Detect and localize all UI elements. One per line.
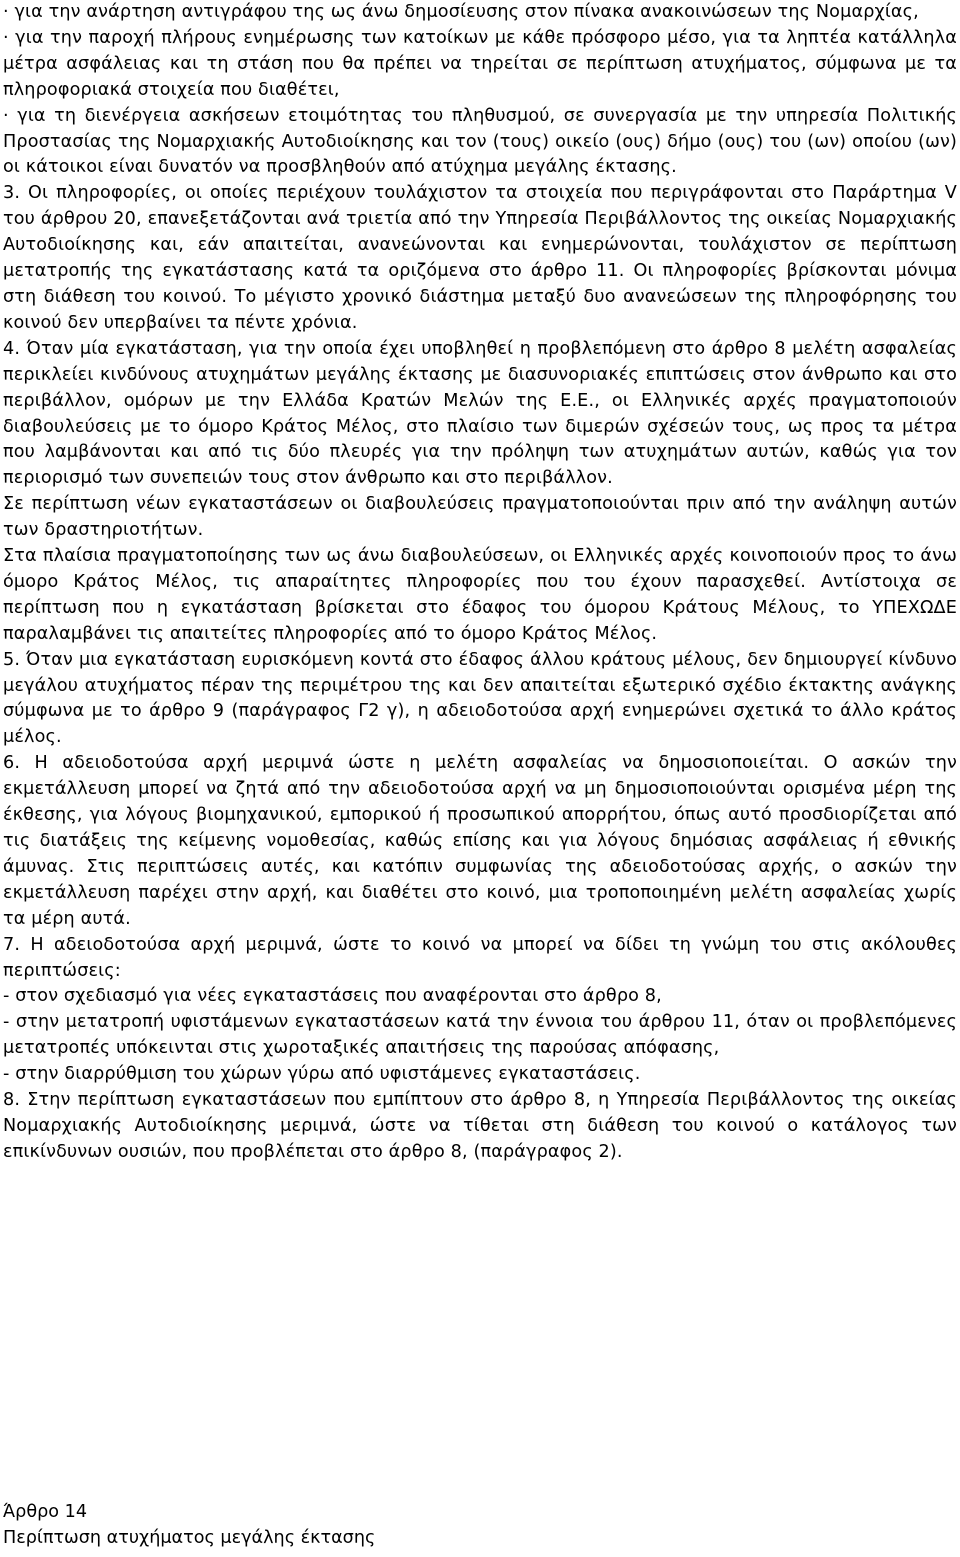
bullet-paragraph: · για τη διενέργεια ασκήσεων ετοιμότητας του πληθυσμού, σε συνεργασία με την υπηρεσία Πολιτικής Προστασίας της Νομαρχιακής Αυτοδιοίκησης και τον (τους) οικείο (ους) δήμο (ους) του (ων) οποίου (ων) οι κάτοικοι είναι δυνατόν να προσβληθούν από ατύχημα μεγάλης έκτασης.	[3, 105, 957, 178]
bullet-paragraph: · για την ανάρτηση αντιγράφου της ως άνω δημοσίευσης στον πίνακα ανακοινώσεων της Νομαρχίας,	[3, 2, 919, 22]
numbered-paragraph-3: 3. Οι πληροφορίες, οι οποίες περιέχουν τουλάχιστον τα στοιχεία που περιγράφονται στο Παράρτημα V του άρθρου 20, επανεξετάζονται ανά τριετία από την Υπηρεσία Περιβάλλοντος της οικείας Νομαρχιακής Αυτοδιοίκησης και, εάν απαιτείται, ανανεώνονται και ενημερώνονται, τουλάχιστον σε περίπτωση μετατροπής της εγκατάστασης κατά τα οριζόμενα στο άρθρο 11. Οι πληροφορίες βρίσκονται μόνιμα στη διάθεση του κοινού. Το μέγιστο χρονικό διάστημα μεταξύ δυο ανανεώσεων της πληροφόρησης του κοινού δεν υπερβαίνει τα πέντε χρόνια.	[3, 183, 957, 333]
list-item: - στον σχεδιασμό για νέες εγκαταστάσεις που αναφέρονται στο άρθρο 8,	[3, 986, 662, 1007]
article-title: Περίπτωση ατυχήματος μεγάλης έκτασης	[3, 1527, 376, 1548]
list-item: - στην μετατροπή υφιστάμενων εγκαταστάσεων κατά την έννοια του άρθρου 11, όταν οι προβλεπόμενες μετατροπές υπόκεινται στις χωροταξικές απαιτήσεις της παρούσας απόφασης,	[3, 1012, 957, 1059]
numbered-paragraph-5: 5. Όταν μια εγκατάσταση ευρισκόμενη κοντά στο έδαφος άλλου κράτους μέλους, δεν δημιουργεί κίνδυνο μεγάλου ατυχήματος πέραν της περιμέτρου της και δεν απαιτείται εξωτερικό σχέδιο έκτακτης ανάγκης σύμφωνα με το άρθρο 9 (παράγραφος Γ2 γ), η αδειοδοτούσα αρχή ενημερώνει σχετικά το άλλο κράτος μέλος.	[3, 649, 957, 748]
bullet-paragraph: · για την παροχή πλήρους ενημέρωσης των κατοίκων με κάθε πρόσφορο μέσο, για τα ληπτέα κατάλληλα μέτρα ασφάλειας και τη στάση που θα πρέπει να τηρείται σε περίπτωση ατυχήματος, σύμφωνα με τα πληροφοριακά στοιχεία που διαθέτει,	[3, 27, 957, 100]
article-number: Άρθρο 14	[3, 1502, 88, 1522]
numbered-paragraph-6: 6. Η αδειοδοτούσα αρχή μεριμνά ώστε η μελέτη ασφαλείας να δημοσιοποιείται. Ο ασκών την εκμετάλλευση μπορεί να ζητά από την αδειοδοτούσα αρχή να μη δημοσιοποιούνται ορισμένα μέρη της έκθεσης, για λόγους βιομηχανικού, εμπορικού ή προσωπικού απορρήτου, όπως αυτό προσδιορίζεται από τις διατάξεις της κείμενης νομοθεσίας, καθώς επίσης και για λόγους δημόσιας ασφάλειας ή εθνικής άμυνας. Στις περιπτώσεις αυτές, και κατόπιν συμφωνίας της αδειοδοτούσας αρχής, ο ασκών την εκμετάλλευση παρέχει στην αρχή, και διαθέτει στο κοινό, μια τροποποιημένη μελέτη ασφαλείας χωρίς τα μέρη αυτά.	[3, 753, 957, 929]
article-heading	[3, 1500, 375, 1552]
paragraph: Στα πλαίσια πραγματοποίησης των ως άνω διαβουλεύσεων, οι Ελληνικές αρχές κοινοποιούν προς το άνω όμορο Κράτος Μέλος, τις απαραίτητες πληροφορίες που του έχουν παρασχεθεί. Αντίστοιχα σε περίπτωση που η εγκατάσταση βρίσκεται στο έδαφος του όμορου Κράτους Μέλους, το ΥΠΕΧΩΔΕ παραλαμβάνει τις απαιτείτες πληροφορίες από το όμορο Κράτος Μέλος.	[3, 546, 957, 644]
list-item: - στην διαρρύθμιση του χώρων γύρω από υφιστάμενες εγκαταστάσεις.	[3, 1064, 641, 1085]
paragraph: Σε περίπτωση νέων εγκαταστάσεων οι διαβουλεύσεις πραγματοποιούνται πριν από την ανάληψη αυτών των δραστηριοτήτων.	[3, 494, 957, 541]
numbered-paragraph-7: 7. Η αδειοδοτούσα αρχή μεριμνά, ώστε το κοινό να μπορεί να δίδει τη γνώμη του στις ακόλουθες περιπτώσεις:	[3, 934, 957, 981]
document-body	[3, 0, 957, 1166]
numbered-paragraph-8: 8. Στην περίπτωση εγκαταστάσεων που εμπίπτουν στο άρθρο 8, η Υπηρεσία Περιβάλλοντος της οικείας Νομαρχιακής Αυτοδιοίκησης μεριμνά, ώστε να τίθεται στη διάθεση του κοινού ο κατάλογος των επικίνδυνων ουσιών, που προβλέπεται στο άρθρο 8, (παράγραφος 2).	[3, 1090, 957, 1162]
numbered-paragraph-4: 4. Όταν μία εγκατάσταση, για την οποία έχει υποβληθεί η προβλεπόμενη στο άρθρο 8 μελέτη ασφαλείας περικλείει κινδύνους ατυχημάτων μεγάλης έκτασης με διασυνοριακές επιπτώσεις στον άνθρωπο και στο περιβάλλον, ομόρων με την Ελλάδα Κρατών Μελών της Ε.Ε., οι Ελληνικές αρχές πραγματοποιούν διαβουλεύσεις με το όμορο Κράτος Μέλος, στο πλαίσιο των διμερών σχέσεών τους, ως προς τα μέτρα που λαμβάνονται και από τις δύο πλευρές για την πρόληψη των ατυχημάτων αυτών, καθώς για τον περιορισμό των συνεπειών τους στον άνθρωπο και στο περιβάλλον.	[3, 338, 957, 489]
